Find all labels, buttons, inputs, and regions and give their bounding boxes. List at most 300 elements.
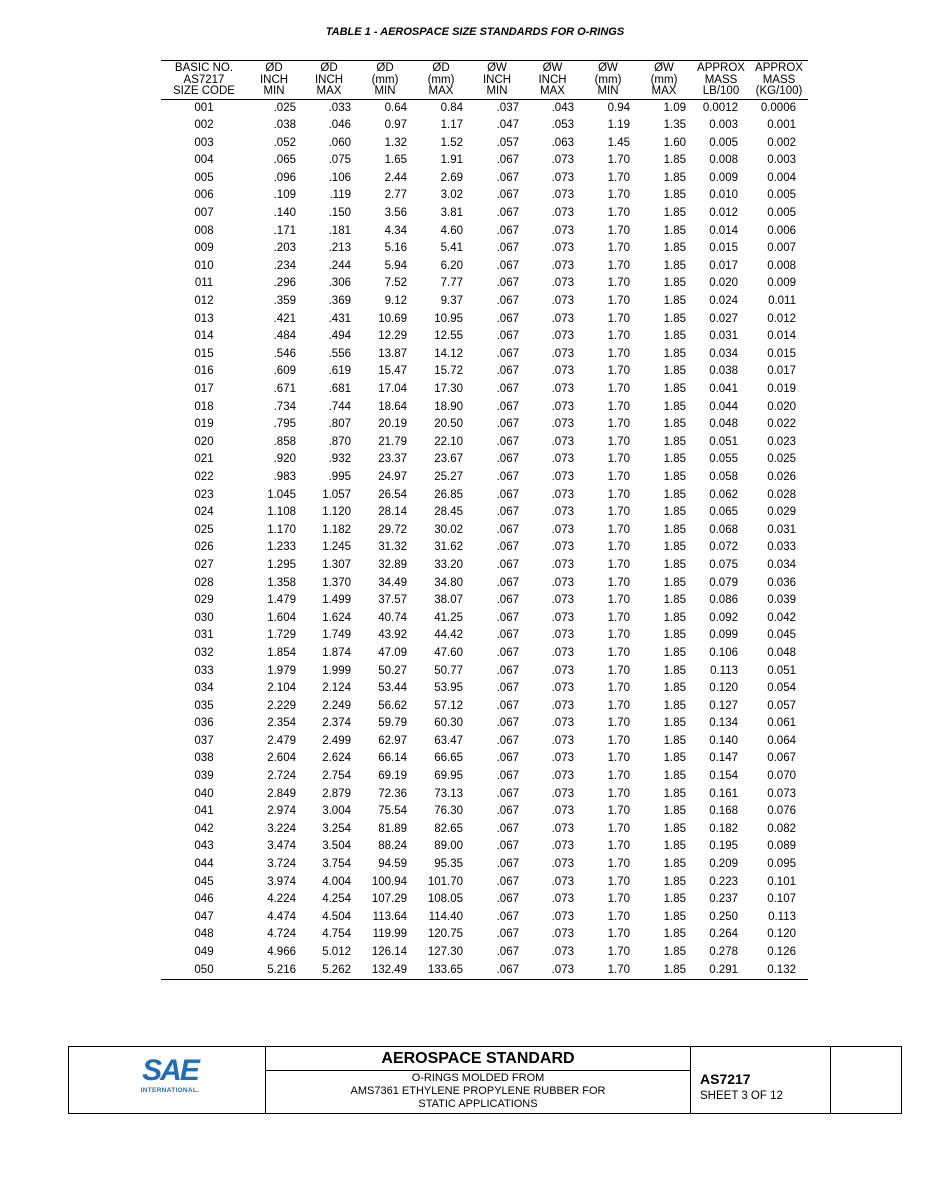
table-cell: 43.92 [378, 629, 407, 642]
table-cell: .046 [328, 119, 351, 132]
table-cell: 0.051 [767, 664, 796, 677]
table-cell: .213 [328, 242, 351, 255]
table-cell: 050 [161, 962, 247, 980]
table-cell: 1.70 [607, 576, 630, 589]
table-cell: 029 [194, 594, 214, 607]
table-cell: 89.00 [434, 840, 463, 853]
table-row [161, 944, 808, 962]
table-row [161, 152, 808, 170]
table-cell: 5.16 [384, 242, 407, 255]
table-cell: 0.008 [709, 154, 738, 167]
table-cell: .073 [551, 822, 574, 835]
table-cell: 2.77 [384, 189, 407, 202]
table-row [161, 786, 808, 804]
table-cell: .067 [496, 576, 519, 589]
table-cell: .073 [551, 928, 574, 941]
table-cell: 0.051 [709, 435, 738, 448]
table-row [161, 539, 808, 557]
table-cell: 0.048 [709, 418, 738, 431]
table-cell: 016 [194, 365, 214, 378]
table-cell: .065 [273, 154, 296, 167]
table-cell: 0.033 [767, 541, 796, 554]
table-cell: .140 [273, 207, 296, 220]
table-row [161, 399, 808, 417]
column-header-line: MIN [374, 85, 396, 97]
table-cell: 0.027 [709, 312, 738, 325]
table-cell: 2.879 [322, 787, 351, 800]
table-cell: 1.70 [607, 699, 630, 712]
table-cell: 0.038 [709, 365, 738, 378]
table-cell: 0.095 [767, 858, 796, 871]
table-cell: 72.36 [378, 787, 407, 800]
table-cell: 32.89 [378, 558, 407, 571]
table-cell: .073 [551, 418, 574, 431]
table-cell: 2.849 [267, 787, 296, 800]
sae-logo-mark: SAE [142, 1054, 198, 1087]
table-cell: 1.70 [607, 365, 630, 378]
table-cell: 1.045 [267, 488, 296, 501]
table-cell: 0.120 [709, 682, 738, 695]
table-cell: .060 [328, 136, 351, 149]
table-cell: 1.17 [440, 119, 463, 132]
table-cell: 0.020 [767, 400, 796, 413]
column-header-line: MIN [597, 85, 619, 97]
table-cell: .556 [328, 347, 351, 360]
table-cell: 0.84 [440, 101, 463, 114]
table-cell: .067 [496, 488, 519, 501]
table-cell: .063 [551, 136, 574, 149]
table-cell: 0.029 [767, 506, 796, 519]
table-cell: 0.034 [709, 347, 738, 360]
table-cell: 0.003 [767, 154, 796, 167]
column-header-line: INCH [259, 73, 289, 86]
table-cell: 1.245 [322, 541, 351, 554]
table-cell: .073 [551, 470, 574, 483]
table-cell: 0.154 [709, 770, 738, 783]
table-cell: 0.120 [767, 928, 796, 941]
table-cell: .073 [525, 962, 580, 980]
table-cell: 50.77 [434, 664, 463, 677]
table-cell: 015 [194, 347, 214, 360]
table-cell: 1.85 [663, 699, 686, 712]
table-cell: 1.233 [267, 541, 296, 554]
table-cell: 1.999 [322, 664, 351, 677]
table-cell: 0.015 [767, 347, 796, 360]
table-cell: 0.106 [709, 646, 738, 659]
table-cell: .073 [551, 154, 574, 167]
table-cell: .067 [496, 928, 519, 941]
table-cell: .067 [496, 558, 519, 571]
table-row [161, 328, 808, 346]
table-cell: .067 [496, 770, 519, 783]
column-header-line: (mm) [650, 73, 678, 86]
table-cell: 008 [194, 224, 214, 237]
table-cell: .073 [551, 875, 574, 888]
table-cell: 1.85 [663, 224, 686, 237]
column-header [525, 61, 580, 100]
table-row [161, 557, 808, 575]
table-cell: 5.94 [384, 259, 407, 272]
table-cell: 1.85 [663, 365, 686, 378]
table-cell: .067 [496, 858, 519, 871]
table-cell: 1.85 [663, 787, 686, 800]
table-cell: .073 [551, 259, 574, 272]
table-cell: 0.055 [709, 453, 738, 466]
table-cell: .067 [496, 629, 519, 642]
table-cell: .067 [496, 840, 519, 853]
table-cell: 66.65 [434, 752, 463, 765]
table-cell: 0.070 [767, 770, 796, 783]
table-cell: .073 [551, 224, 574, 237]
table-cell: 0.237 [709, 893, 738, 906]
table-cell: 022 [194, 470, 214, 483]
table-cell: 1.85 [663, 259, 686, 272]
table-cell: 12.29 [378, 330, 407, 343]
table-cell: 47.60 [434, 646, 463, 659]
table-cell: 0.089 [767, 840, 796, 853]
table-cell: 0.065 [709, 506, 738, 519]
table-row [161, 926, 808, 944]
table-cell: 2.754 [322, 770, 351, 783]
table-row [161, 363, 808, 381]
table-cell: .932 [328, 453, 351, 466]
table-cell: 53.95 [434, 682, 463, 695]
table-cell: 0.036 [767, 576, 796, 589]
table-cell: .067 [496, 699, 519, 712]
table-cell: 2.479 [267, 734, 296, 747]
table-cell: .109 [273, 189, 296, 202]
table-cell: 0.079 [709, 576, 738, 589]
table-cell: .073 [551, 840, 574, 853]
column-header-line: LB/100 [702, 85, 740, 97]
table-cell: .067 [496, 523, 519, 536]
table-cell: 127.30 [427, 946, 463, 958]
table-cell: 21.79 [378, 435, 407, 448]
table-cell: 40.74 [378, 611, 407, 624]
table-cell: 012 [194, 295, 214, 308]
table-cell: .073 [551, 787, 574, 800]
column-header-line: INCH [482, 73, 512, 86]
column-header-line: ØW [598, 62, 618, 74]
table-cell: 0.003 [709, 119, 738, 132]
table-row [161, 715, 808, 733]
table-cell: 5.216 [247, 962, 301, 980]
table-cell: .073 [551, 646, 574, 659]
table-cell: 024 [194, 506, 214, 519]
table-cell: .067 [496, 646, 519, 659]
table-row [161, 293, 808, 311]
table-cell: 13.87 [378, 347, 407, 360]
column-header-line: ØW [487, 62, 507, 74]
table-row [161, 627, 808, 645]
table-cell: 1.85 [663, 383, 686, 395]
table-cell: 0.062 [709, 488, 738, 501]
table-cell: .067 [496, 295, 519, 308]
table-cell: 031 [194, 629, 214, 642]
table-row [161, 838, 808, 856]
table-cell: .067 [496, 242, 519, 255]
table-cell: 1.70 [607, 822, 630, 835]
table-cell: 0.068 [709, 523, 738, 536]
table-cell: 1.65 [384, 154, 407, 167]
table-cell: 0.092 [709, 611, 738, 624]
column-header-line: (mm) [371, 73, 399, 86]
column-header-line: ØW [654, 62, 674, 74]
table-cell: .671 [273, 383, 296, 395]
table-cell: .073 [551, 435, 574, 448]
table-cell: .073 [551, 699, 574, 712]
table-cell: 4.34 [384, 224, 407, 237]
table-cell: 9.12 [384, 295, 407, 308]
table-cell: .067 [496, 347, 519, 360]
table-cell: 0.024 [709, 295, 738, 308]
table-cell: .073 [551, 664, 574, 677]
table-cell: 018 [194, 400, 214, 413]
table-cell: .073 [551, 523, 574, 536]
table-cell: 41.25 [434, 611, 463, 624]
column-header-line: ØD [320, 62, 338, 74]
table-cell: 0.005 [767, 189, 796, 202]
table-cell: .484 [273, 330, 296, 343]
table-cell: .073 [551, 541, 574, 554]
standard-heading: AEROSPACE STANDARD [266, 1047, 690, 1071]
column-header [636, 61, 692, 100]
table-cell: .067 [496, 805, 519, 818]
table-cell: .096 [273, 171, 296, 184]
table-row [161, 135, 808, 153]
table-cell: 5.262 [301, 962, 357, 980]
table-cell: 004 [194, 154, 214, 167]
table-cell: 2.124 [322, 682, 351, 695]
table-cell: 0.014 [767, 330, 796, 343]
table-cell: .073 [551, 295, 574, 308]
table-cell: 0.041 [709, 383, 738, 395]
table-cell: 1.91 [440, 154, 463, 167]
table-cell: 1.85 [663, 840, 686, 853]
table-cell: 3.254 [322, 822, 351, 835]
table-cell: 006 [194, 189, 214, 202]
table-cell: 1.979 [267, 664, 296, 677]
table-cell: .073 [551, 558, 574, 571]
table-cell: .073 [551, 312, 574, 325]
title-block [68, 1046, 902, 1114]
o-ring-size-table [161, 60, 808, 980]
table-cell: 2.104 [267, 682, 296, 695]
column-header-line: MAX [651, 85, 677, 97]
table-cell: 0.195 [709, 840, 738, 853]
table-cell: 31.32 [378, 541, 407, 554]
table-cell: 119.99 [372, 928, 407, 941]
table-cell: 2.69 [440, 171, 463, 184]
table-cell: 047 [194, 910, 214, 923]
table-cell: 1.624 [322, 611, 351, 624]
table-cell: 0.054 [767, 682, 796, 695]
column-header [357, 61, 413, 100]
table-cell: 0.168 [709, 805, 738, 818]
table-cell: .073 [551, 242, 574, 255]
table-cell: 0.64 [384, 101, 407, 114]
table-cell: 95.35 [434, 858, 463, 871]
table-cell: 1.70 [607, 347, 630, 360]
table-cell: 44.42 [434, 629, 463, 642]
table-cell: .057 [496, 136, 519, 149]
table-cell: .296 [273, 277, 296, 290]
table-cell: 032 [194, 646, 214, 659]
table-row [161, 99, 808, 117]
table-cell: 0.101 [767, 875, 796, 888]
column-header [580, 61, 636, 100]
column-header-line: ØD [432, 62, 450, 74]
table-row [161, 346, 808, 364]
table-cell: .067 [496, 734, 519, 747]
table-row [161, 223, 808, 241]
table-cell: 1.307 [322, 558, 351, 571]
table-cell: 14.12 [434, 347, 463, 360]
table-cell: 1.70 [607, 875, 630, 888]
table-row [161, 821, 808, 839]
table-cell: .067 [496, 400, 519, 413]
table-cell: .858 [273, 435, 296, 448]
document-cell [691, 1047, 831, 1113]
table-cell: 0.028 [767, 488, 796, 501]
table-cell: .983 [273, 470, 296, 483]
table-cell: 0.014 [709, 224, 738, 237]
table-cell: 1.85 [663, 400, 686, 413]
table-cell: .067 [496, 383, 519, 395]
table-cell: 100.94 [371, 875, 407, 888]
table-cell: 20.19 [378, 418, 407, 431]
column-header-line: MAX [316, 85, 342, 97]
table-cell: 0.291 [692, 962, 750, 980]
table-cell: .047 [496, 119, 519, 132]
table-cell: 1.85 [663, 664, 686, 677]
table-cell: 4.224 [267, 893, 296, 906]
table-cell: 66.14 [378, 752, 407, 765]
table-cell: .067 [496, 224, 519, 237]
table-cell: 1.85 [663, 734, 686, 747]
table-row [161, 962, 808, 980]
table-cell: 34.49 [378, 576, 407, 589]
table-cell: 1.874 [322, 646, 351, 659]
table-cell: 101.70 [427, 875, 463, 888]
table-cell: .073 [551, 506, 574, 519]
table-cell: 011 [194, 277, 214, 290]
table-cell: 17.04 [378, 383, 407, 395]
table-cell: 28.45 [434, 506, 463, 519]
table-cell: 0.011 [768, 295, 796, 308]
table-cell: 1.32 [384, 136, 407, 149]
table-cell: 0.019 [767, 383, 796, 395]
table-cell: 1.19 [607, 119, 630, 132]
table-cell: 1.70 [607, 506, 630, 519]
table-cell: 1.170 [267, 523, 296, 536]
logo-cell [69, 1047, 266, 1113]
table-row [161, 451, 808, 469]
table-cell: .734 [273, 400, 296, 413]
table-cell: 10.95 [434, 312, 463, 325]
table-cell: 014 [194, 330, 214, 343]
table-cell: 9.37 [440, 295, 463, 308]
table-cell: 4.004 [322, 875, 351, 888]
table-cell: .073 [551, 858, 574, 871]
table-cell: 4.754 [322, 928, 351, 941]
table-cell: .359 [273, 295, 296, 308]
table-cell: 0.099 [709, 629, 738, 642]
column-header [247, 61, 301, 100]
table-cell: 0.007 [767, 242, 796, 255]
table-cell: 113.64 [372, 910, 407, 923]
table-cell: .106 [328, 171, 351, 184]
table-cell: 0.209 [709, 858, 738, 871]
table-cell: 15.47 [378, 365, 407, 378]
table-cell: 1.108 [267, 506, 296, 519]
table-cell: .073 [551, 347, 574, 360]
table-cell: 1.70 [607, 752, 630, 765]
table-cell: 59.79 [378, 717, 407, 730]
table-cell: 0.042 [767, 611, 796, 624]
standard-title-cell [266, 1047, 691, 1113]
table-cell: 22.10 [434, 435, 463, 448]
table-row [161, 909, 808, 927]
table-cell: 25.27 [434, 470, 463, 483]
table-cell: .073 [551, 383, 574, 395]
table-cell: .150 [328, 207, 351, 220]
table-cell: .073 [551, 893, 574, 906]
table-cell: .067 [496, 822, 519, 835]
table-cell: 29.72 [378, 523, 407, 536]
table-cell: 4.254 [322, 893, 351, 906]
table-cell: .067 [496, 207, 519, 220]
table-cell: 1.85 [663, 470, 686, 483]
table-cell: 1.85 [663, 189, 686, 202]
table-title: TABLE 1 - AEROSPACE SIZE STANDARDS FOR O-RINGS [325, 26, 625, 38]
table-cell: 94.59 [378, 858, 407, 871]
table-cell: .609 [273, 365, 296, 378]
table-cell: .067 [496, 171, 519, 184]
table-cell: .073 [551, 400, 574, 413]
table-cell: 045 [194, 875, 214, 888]
table-cell: 1.70 [607, 171, 630, 184]
table-cell: 1.604 [267, 611, 296, 624]
table-cell: 0.002 [767, 136, 796, 149]
table-cell: 34.80 [434, 576, 463, 589]
table-cell: 1.85 [663, 523, 686, 536]
table-cell: .244 [328, 259, 351, 272]
column-header-line: SIZE CODE [173, 85, 235, 97]
table-cell: 76.30 [434, 805, 463, 818]
table-cell: 0.113 [710, 664, 738, 677]
table-cell: 2.44 [384, 171, 407, 184]
table-cell: 0.0006 [760, 101, 796, 114]
table-cell: 048 [194, 928, 214, 941]
table-cell: 26.85 [434, 488, 463, 501]
table-cell: .067 [496, 470, 519, 483]
column-header [750, 61, 808, 100]
table-cell: 1.85 [663, 312, 686, 325]
table-cell: 026 [194, 541, 214, 554]
table-cell: .067 [496, 910, 519, 923]
table-cell: 1.358 [267, 576, 296, 589]
table-cell: .052 [273, 136, 296, 149]
table-cell: 1.85 [663, 453, 686, 466]
column-header-line: MAX [540, 85, 565, 97]
table-row [161, 803, 808, 821]
table-cell: .043 [551, 101, 574, 114]
table-row [161, 240, 808, 258]
table-row [161, 733, 808, 751]
table-cell: .067 [496, 312, 519, 325]
table-cell: 0.223 [709, 875, 738, 888]
